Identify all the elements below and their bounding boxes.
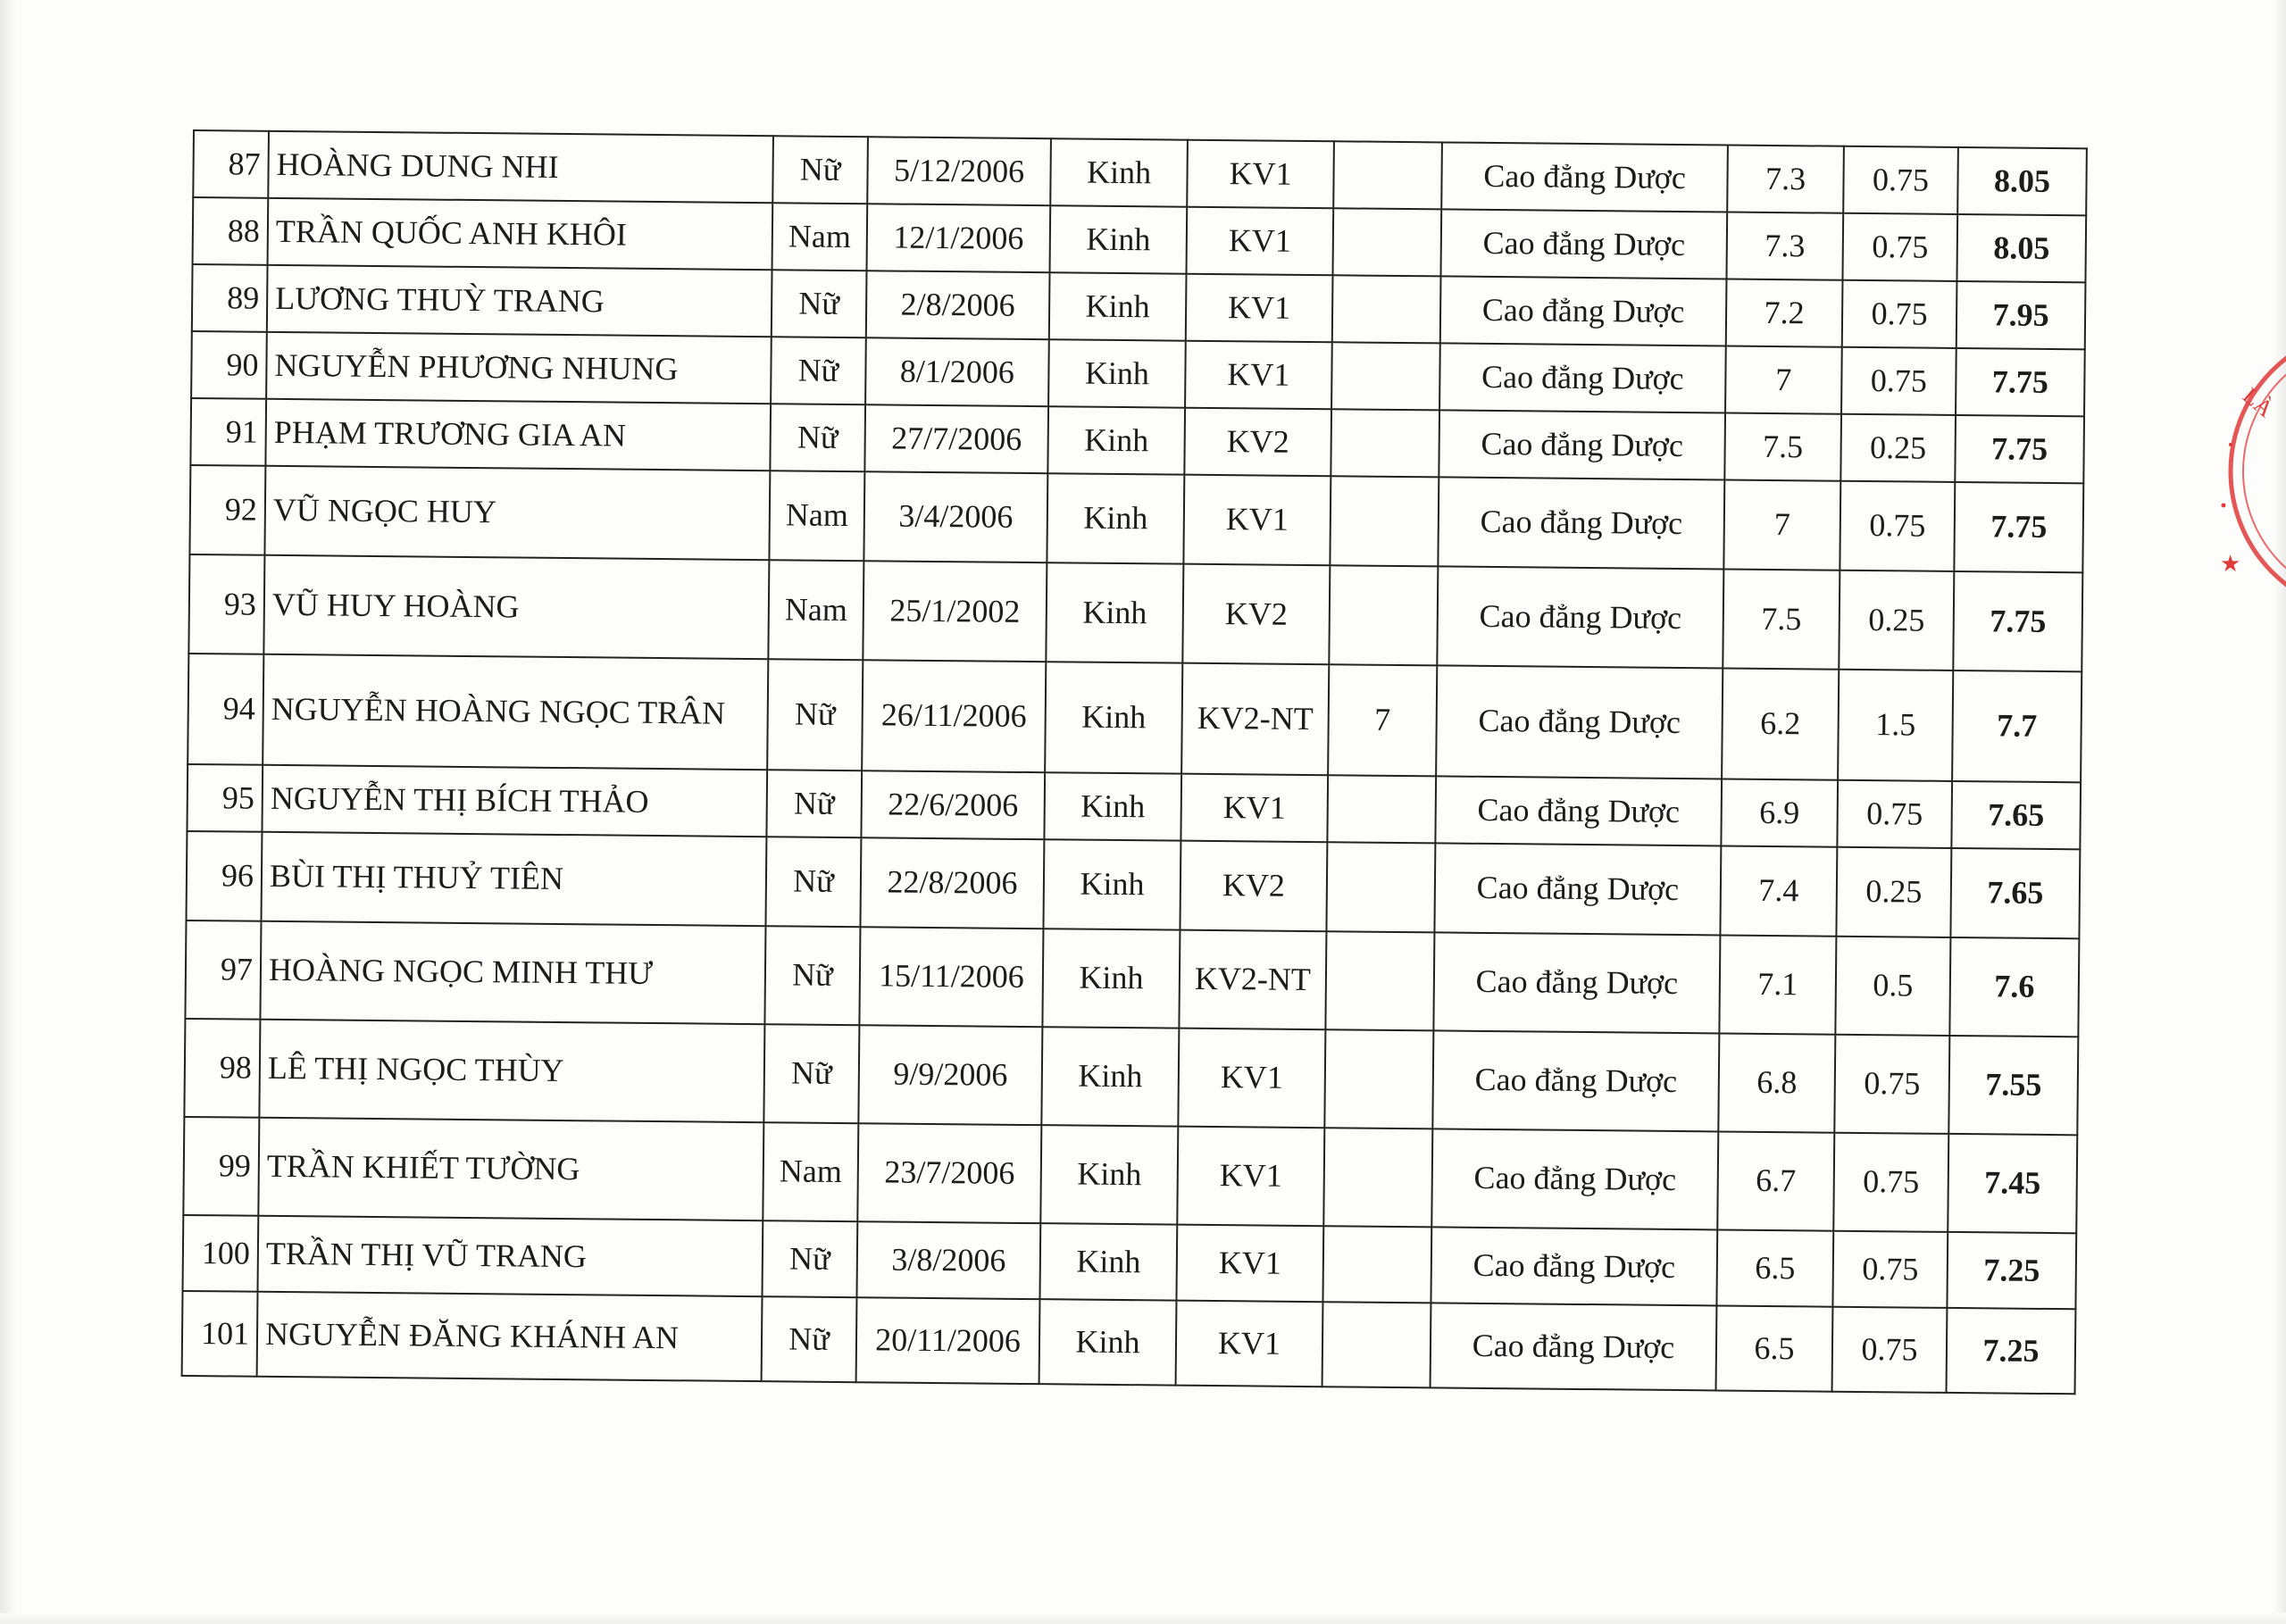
cell-bonus: 0.75 — [1840, 481, 1955, 571]
cell-score: 6.5 — [1716, 1229, 1833, 1306]
cell-score: 6.8 — [1718, 1033, 1835, 1132]
cell-program: Cao đẳng Dược — [1431, 1128, 1718, 1229]
cell-program: Cao đẳng Dược — [1437, 566, 1723, 668]
cell-total: 7.55 — [1948, 1036, 2078, 1135]
cell-program: Cao đẳng Dược — [1439, 410, 1725, 479]
cell-bonus: 0.75 — [1842, 280, 1957, 348]
cell-dob: 23/7/2006 — [857, 1123, 1041, 1223]
cell-bonus: 0.75 — [1843, 146, 1958, 214]
scan-edge-left — [0, 0, 16, 1624]
cell-program: Cao đẳng Dược — [1431, 1227, 1717, 1305]
cell-gender: Nữ — [764, 926, 860, 1025]
cell-score: 7.3 — [1727, 146, 1844, 213]
cell-name: NGUYỄN ĐĂNG KHÁNH AN — [257, 1292, 763, 1381]
cell-priority — [1331, 342, 1440, 410]
cell-stt: 101 — [182, 1291, 258, 1377]
cell-name: NGUYỄN PHƯƠNG NHUNG — [266, 332, 772, 404]
cell-name: NGUYỄN HOÀNG NGỌC TRÂN — [263, 654, 768, 770]
cell-ethnicity: Kinh — [1049, 272, 1187, 340]
cell-area: KV2 — [1180, 841, 1327, 932]
cell-area: KV1 — [1176, 1301, 1323, 1387]
cell-total: 7.25 — [1947, 1232, 2076, 1309]
document-table-container — [181, 129, 2086, 1395]
cell-gender: Nữ — [767, 659, 863, 770]
cell-gender: Nữ — [770, 404, 865, 471]
cell-dob: 25/1/2002 — [863, 561, 1047, 662]
cell-stt: 98 — [184, 1019, 260, 1118]
cell-gender: Nữ — [771, 337, 866, 404]
table-row — [183, 1117, 2077, 1233]
cell-bonus: 0.25 — [1839, 570, 1954, 670]
cell-stt: 93 — [188, 554, 264, 654]
scan-edge-right — [2273, 0, 2286, 1624]
cell-program: Cao đẳng Dược — [1436, 665, 1723, 779]
cell-stt: 99 — [183, 1117, 259, 1216]
cell-total: 7.7 — [1952, 670, 2082, 782]
cell-total: 7.6 — [1949, 937, 2079, 1037]
cell-gender: Nam — [768, 560, 864, 660]
cell-priority — [1325, 931, 1434, 1030]
cell-name: HOÀNG DUNG NHI — [268, 131, 773, 203]
cell-name: PHẠM TRƯƠNG GIA AN — [265, 399, 771, 471]
cell-gender: Nữ — [762, 1296, 857, 1382]
cell-ethnicity: Kinh — [1043, 839, 1181, 929]
scan-edge-bottom — [0, 1613, 2286, 1624]
cell-ethnicity: Kinh — [1041, 1027, 1179, 1126]
cell-bonus: 0.75 — [1832, 1307, 1948, 1393]
table-row — [182, 1291, 2076, 1394]
cell-area: KV1 — [1178, 1029, 1325, 1128]
cell-score: 6.9 — [1721, 779, 1838, 846]
cell-score: 7 — [1725, 346, 1842, 413]
cell-score: 7.3 — [1726, 212, 1843, 279]
cell-ethnicity: Kinh — [1039, 1299, 1177, 1385]
cell-bonus: 0.75 — [1832, 1231, 1948, 1308]
cell-program: Cao đẳng Dược — [1432, 1030, 1719, 1131]
cell-ethnicity: Kinh — [1039, 1223, 1177, 1300]
cell-stt: 88 — [193, 197, 269, 265]
cell-total: 7.75 — [1956, 348, 2085, 416]
cell-area: KV1 — [1177, 1127, 1324, 1227]
cell-name: TRẦN QUỐC ANH KHÔI — [268, 198, 773, 270]
cell-name: TRẦN KHIẾT TƯỜNG — [258, 1118, 763, 1220]
cell-name: NGUYỄN THỊ BÍCH THẢO — [262, 765, 767, 837]
cell-total: 7.75 — [1953, 571, 2082, 671]
table-row — [185, 920, 2079, 1037]
table-row — [184, 1019, 2078, 1135]
cell-score: 7.5 — [1724, 412, 1841, 480]
cell-dob: 3/4/2006 — [864, 471, 1047, 562]
cell-dob: 3/8/2006 — [856, 1221, 1040, 1299]
cell-gender: Nữ — [772, 136, 868, 204]
cell-dob: 2/8/2006 — [866, 271, 1050, 339]
cell-area: KV2 — [1182, 564, 1330, 665]
cell-ethnicity: Kinh — [1050, 138, 1188, 206]
cell-priority — [1333, 141, 1442, 209]
seal-stamp-icon — [2204, 346, 2286, 596]
cell-stt: 100 — [183, 1215, 259, 1292]
cell-score: 7.2 — [1726, 279, 1843, 346]
cell-stt: 94 — [188, 654, 263, 765]
cell-stt: 87 — [193, 130, 269, 198]
cell-dob: 20/11/2006 — [856, 1297, 1040, 1384]
table-row — [188, 654, 2082, 782]
cell-bonus: 1.5 — [1838, 670, 1953, 781]
table-row — [188, 554, 2082, 671]
table-body — [182, 130, 2087, 1394]
cell-name: VŨ NGỌC HUY — [264, 466, 770, 560]
cell-ethnicity: Kinh — [1040, 1125, 1178, 1224]
cell-bonus: 0.25 — [1840, 414, 1956, 482]
cell-priority — [1327, 775, 1436, 843]
cell-priority — [1332, 275, 1441, 343]
cell-program: Cao đẳng Dược — [1431, 1303, 1717, 1390]
cell-program: Cao đẳng Dược — [1438, 477, 1724, 569]
cell-dob: 5/12/2006 — [867, 137, 1051, 205]
cell-stt: 91 — [190, 398, 266, 466]
cell-dob: 12/1/2006 — [867, 204, 1051, 272]
cell-total: 7.65 — [1951, 781, 2081, 849]
cell-program: Cao đẳng Dược — [1434, 843, 1721, 935]
cell-bonus: 0.75 — [1837, 780, 1952, 848]
cell-program: Cao đẳng Dược — [1435, 776, 1722, 845]
cell-ethnicity: Kinh — [1042, 929, 1180, 1028]
cell-area: KV1 — [1181, 774, 1328, 843]
cell-bonus: 0.75 — [1833, 1133, 1948, 1232]
cell-stt: 89 — [192, 264, 268, 332]
cell-program: Cao đẳng Dược — [1433, 932, 1720, 1033]
cell-bonus: 0.75 — [1834, 1035, 1949, 1134]
cell-score: 7.4 — [1720, 845, 1837, 936]
cell-dob: 9/9/2006 — [858, 1025, 1042, 1125]
cell-gender: Nam — [763, 1122, 858, 1221]
cell-name: VŨ HUY HOÀNG — [263, 555, 769, 659]
cell-ethnicity: Kinh — [1047, 473, 1184, 563]
cell-area: KV1 — [1176, 1225, 1323, 1303]
cell-gender: Nữ — [766, 770, 862, 837]
cell-total: 7.75 — [1954, 482, 2083, 572]
cell-area: KV1 — [1185, 341, 1332, 410]
cell-program: Cao đẳng Dược — [1441, 142, 1728, 212]
cell-stt: 96 — [186, 831, 262, 921]
cell-score: 7.1 — [1719, 935, 1836, 1034]
cell-bonus: 0.75 — [1842, 213, 1957, 281]
admission-results-table — [181, 129, 2088, 1395]
cell-stt: 90 — [191, 331, 267, 399]
cell-area: KV2-NT — [1179, 930, 1326, 1030]
cell-gender: Nữ — [765, 837, 861, 927]
cell-priority — [1332, 208, 1441, 276]
cell-name: HOÀNG NGỌC MINH THƯ — [260, 921, 765, 1024]
cell-total: 7.25 — [1947, 1308, 2076, 1394]
cell-priority — [1330, 476, 1439, 566]
cell-ethnicity: Kinh — [1047, 406, 1185, 474]
cell-priority — [1331, 409, 1439, 477]
cell-gender: Nữ — [772, 270, 867, 337]
cell-bonus: 0.5 — [1835, 937, 1950, 1036]
cell-score: 7 — [1723, 479, 1840, 570]
cell-priority — [1322, 1226, 1431, 1303]
cell-total: 8.05 — [1957, 147, 2087, 215]
cell-gender: Nam — [772, 203, 868, 271]
cell-total: 7.75 — [1955, 415, 2084, 483]
cell-name: BÙI THỊ THUỶ TIÊN — [261, 832, 766, 926]
cell-dob: 27/7/2006 — [864, 404, 1048, 473]
cell-stt: 92 — [189, 465, 265, 555]
cell-total: 8.05 — [1956, 214, 2086, 282]
cell-name: TRẦN THỊ VŨ TRANG — [258, 1216, 763, 1296]
cell-bonus: 0.25 — [1836, 847, 1951, 937]
cell-name: LÊ THỊ NGỌC THÙY — [259, 1020, 764, 1122]
cell-priority — [1322, 1302, 1431, 1387]
cell-score: 6.5 — [1716, 1305, 1833, 1391]
cell-score: 6.2 — [1722, 668, 1839, 779]
cell-area: KV1 — [1187, 140, 1334, 209]
cell-priority — [1324, 1029, 1433, 1128]
cell-area: KV2-NT — [1181, 663, 1329, 776]
cell-priority — [1323, 1128, 1432, 1227]
cell-dob: 26/11/2006 — [862, 660, 1046, 772]
cell-area: KV1 — [1183, 475, 1331, 566]
cell-total: 7.45 — [1948, 1134, 2077, 1233]
cell-ethnicity: Kinh — [1050, 205, 1188, 273]
cell-priority: 7 — [1328, 664, 1437, 776]
cell-area: KV1 — [1186, 207, 1333, 276]
cell-total: 7.95 — [1956, 281, 2086, 349]
cell-gender: Nam — [769, 471, 864, 561]
cell-priority — [1329, 565, 1438, 665]
cell-score: 7.5 — [1723, 569, 1840, 669]
cell-program: Cao đẳng Dược — [1440, 209, 1727, 279]
cell-program: Cao đẳng Dược — [1440, 276, 1727, 346]
stamp-letters: LÀ — [2238, 382, 2279, 422]
cell-program: Cao đẳng Dược — [1439, 343, 1726, 412]
cell-gender: Nữ — [763, 1024, 859, 1123]
cell-ethnicity: Kinh — [1045, 662, 1182, 773]
cell-bonus: 0.75 — [1841, 347, 1956, 415]
cell-name: LƯƠNG THUỲ TRANG — [267, 265, 772, 337]
cell-dob: 15/11/2006 — [859, 927, 1043, 1027]
cell-dob: 8/1/2006 — [865, 337, 1049, 406]
cell-ethnicity: Kinh — [1048, 339, 1186, 407]
cell-dob: 22/8/2006 — [860, 837, 1044, 929]
cell-stt: 97 — [185, 920, 261, 1020]
cell-dob: 22/6/2006 — [861, 770, 1045, 839]
cell-score: 6.7 — [1717, 1131, 1834, 1230]
stamp-star-icon: ★ — [2220, 551, 2241, 577]
cell-stt: 95 — [187, 764, 263, 832]
cell-ethnicity: Kinh — [1046, 562, 1183, 662]
cell-priority — [1326, 842, 1435, 932]
cell-area: KV2 — [1184, 408, 1331, 477]
cell-ethnicity: Kinh — [1044, 772, 1181, 840]
cell-total: 7.65 — [1950, 848, 2080, 938]
cell-area: KV1 — [1186, 274, 1333, 343]
cell-gender: Nữ — [762, 1220, 857, 1297]
